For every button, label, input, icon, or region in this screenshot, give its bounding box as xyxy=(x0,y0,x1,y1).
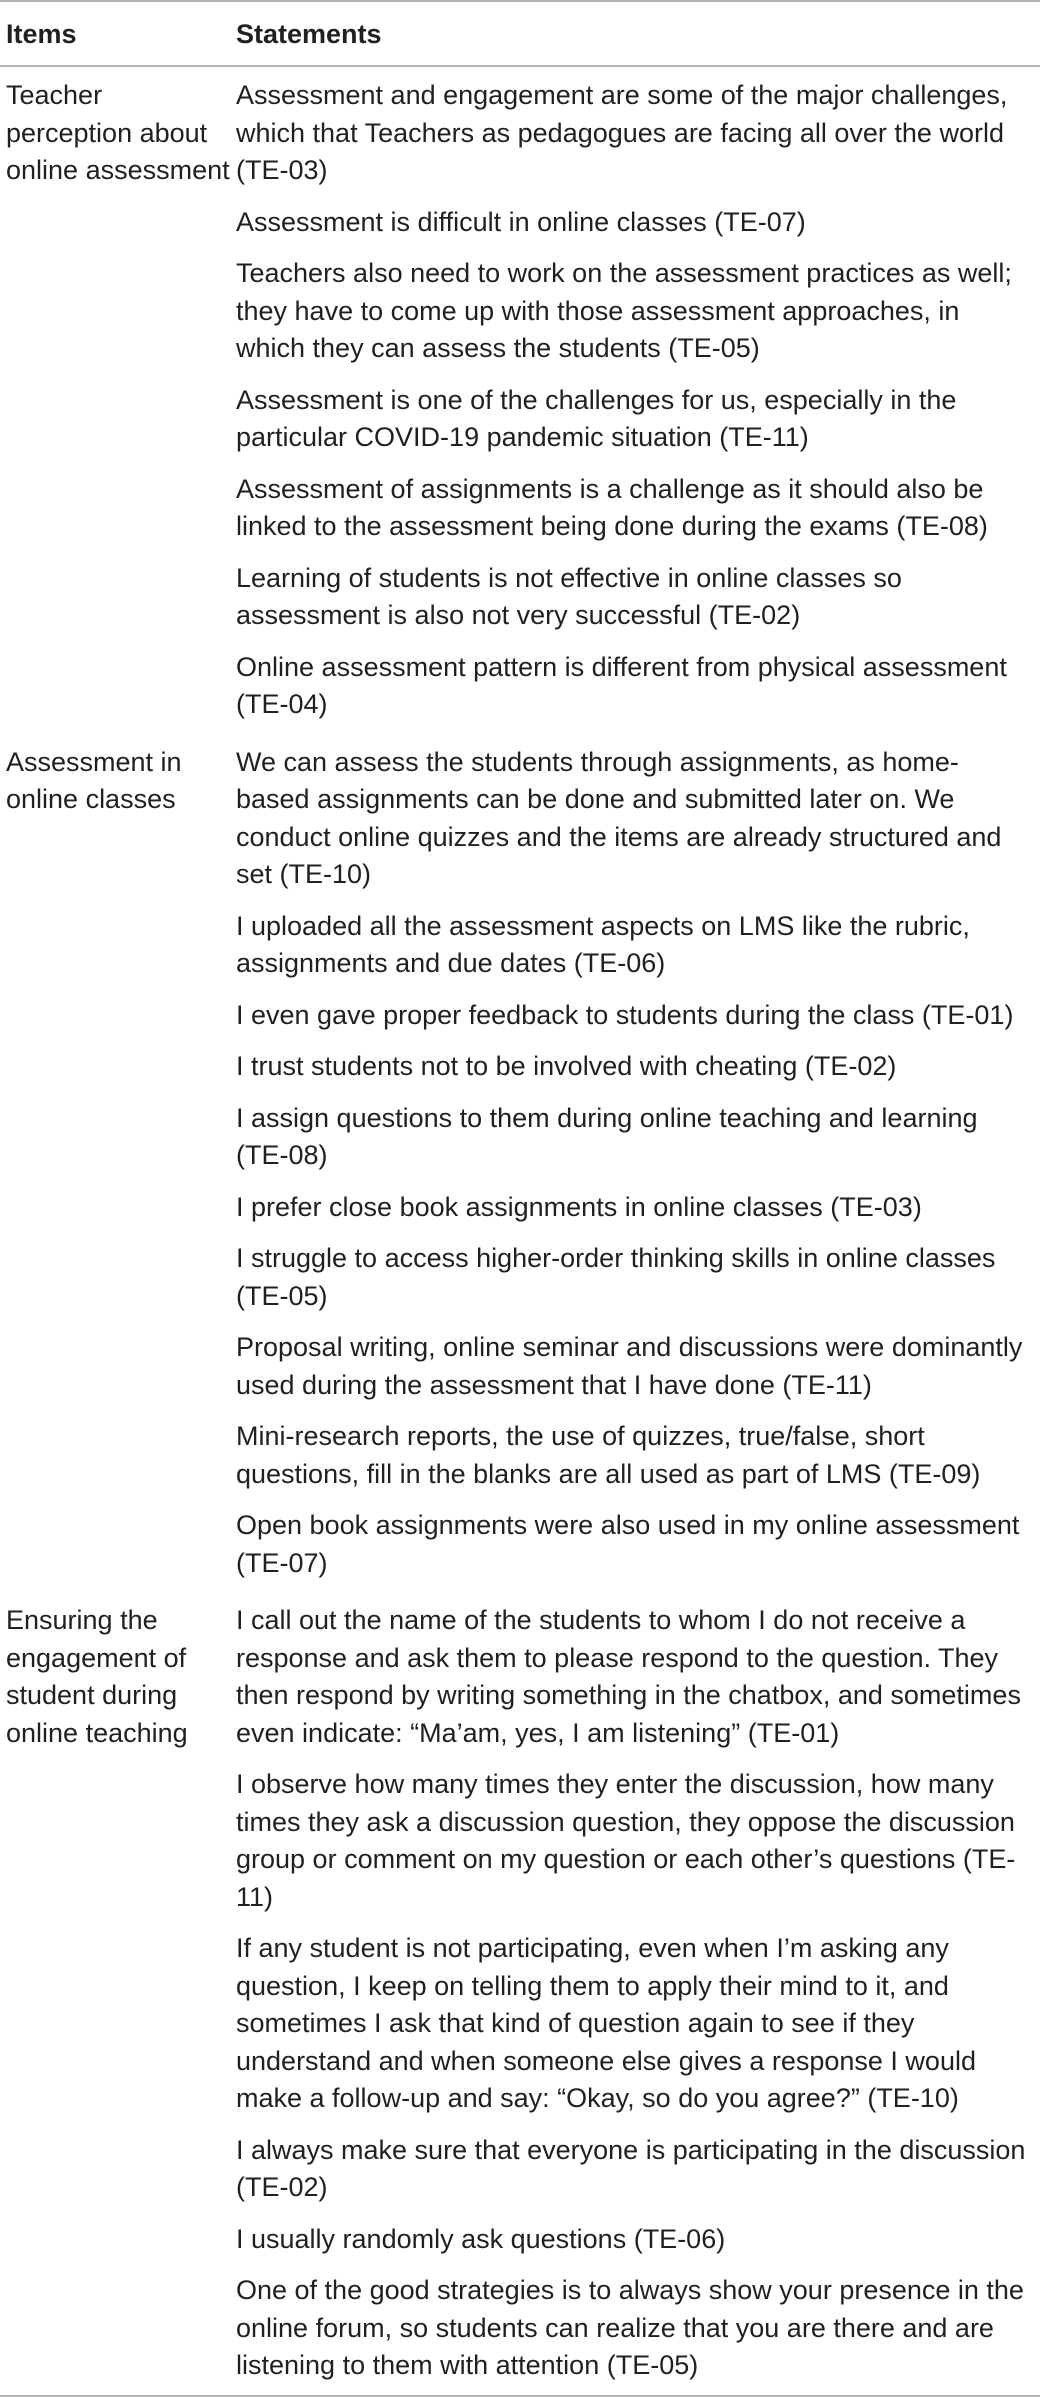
statements-cell xyxy=(236,1592,1040,2396)
statement-text: I uploaded all the assessment aspects on LMS like the rubric, assignments and due dates (TE-06) xyxy=(236,910,970,978)
statement-text: If any student is not participating, even when I’m asking any question, I keep on telling them to apply their mind to it, and sometimes I ask that kind of question again to see if they understand and when someone else gives a response I would make a follow-up and say: “Okay, so do you agree?” (TE-10) xyxy=(236,1933,976,2113)
header-row xyxy=(0,1,1040,66)
statement-text: I call out the name of the students to whom I do not receive a response and ask them to please respond to the question. They then respond by writing something in the chatbox, and sometimes even indicate: “Ma’am, yes, I am listening” (TE-01) xyxy=(236,1605,1021,1748)
statement-text: I observe how many times they enter the discussion, how many times they ask a discussion question, they oppose the discussion group or comment on my question or each other’s questions (TE-11) xyxy=(236,1769,1016,1912)
statements-cell xyxy=(236,66,1040,734)
table-body xyxy=(0,66,1040,2396)
item-cell: Ensuring the engagement of student during online teaching xyxy=(6,1605,188,1748)
table-header xyxy=(0,1,1040,66)
item-cell: Teacher perception about online assessment xyxy=(6,80,230,185)
statement-text: Mini-research reports, the use of quizzes, true/false, short questions, fill in the blanks are all used as part of LMS (TE-09) xyxy=(236,1421,981,1489)
items-column-header: Items xyxy=(6,19,77,49)
statement-text: Assessment and engagement are some of the major challenges, which that Teachers as pedagogues are facing all over the world (TE-03) xyxy=(236,80,1008,185)
statement-text: I even gave proper feedback to students during the class (TE-01) xyxy=(236,999,1014,1030)
statement-text: I assign questions to them during online teaching and learning (TE-08) xyxy=(236,1102,978,1170)
table-row xyxy=(0,1592,1040,2396)
statement-text: Assessment is difficult in online classes (TE-07) xyxy=(236,206,806,237)
statement-text: Open book assignments were also used in my online assessment (TE-07) xyxy=(236,1510,1020,1578)
statement-text: I trust students not to be involved with cheating (TE-02) xyxy=(236,1051,897,1081)
statement-text: I prefer close book assignments in online classes (TE-03) xyxy=(236,1191,922,1222)
table-row xyxy=(0,734,1040,1593)
statement-text: One of the good strategies is to always show your presence in the online forum, so students can realize that you are there and are listening to them with attention (TE-05) xyxy=(236,2275,1024,2380)
statement-text: I struggle to access higher-order thinking skills in online classes (TE-05) xyxy=(236,1243,996,1311)
statement-text: Assessment of assignments is a challenge as it should also be linked to the assessment being done during the exams (TE-08) xyxy=(236,473,988,541)
statement-text: I always make sure that everyone is participating in the discussion (TE-02) xyxy=(236,2134,1026,2202)
statement-text: Assessment is one of the challenges for us, especially in the particular COVID-19 pandemic situation (TE-11) xyxy=(236,384,957,452)
table-row xyxy=(0,66,1040,734)
statement-text: I usually randomly ask questions (TE-06) xyxy=(236,2223,726,2254)
statement-text: Learning of students is not effective in online classes so assessment is also not very successful (TE-02) xyxy=(236,562,902,630)
statements-column-header: Statements xyxy=(236,19,382,49)
item-cell: Assessment in online classes xyxy=(6,746,182,814)
statement-text: Online assessment pattern is different from physical assessment (TE-04) xyxy=(236,651,1007,719)
statement-text: Proposal writing, online seminar and discussions were dominantly used during the assessment that I have done (TE-11) xyxy=(236,1332,1023,1400)
statement-text: Teachers also need to work on the assessment practices as well; they have to come up with those assessment approaches, in which they can assess the students (TE-05) xyxy=(236,258,1012,363)
statement-text: We can assess the students through assignments, as home-based assignments can be done and submitted later on. We conduct online quizzes and the items are already structured and set (TE-10) xyxy=(236,746,1002,889)
statements-cell xyxy=(236,734,1040,1593)
